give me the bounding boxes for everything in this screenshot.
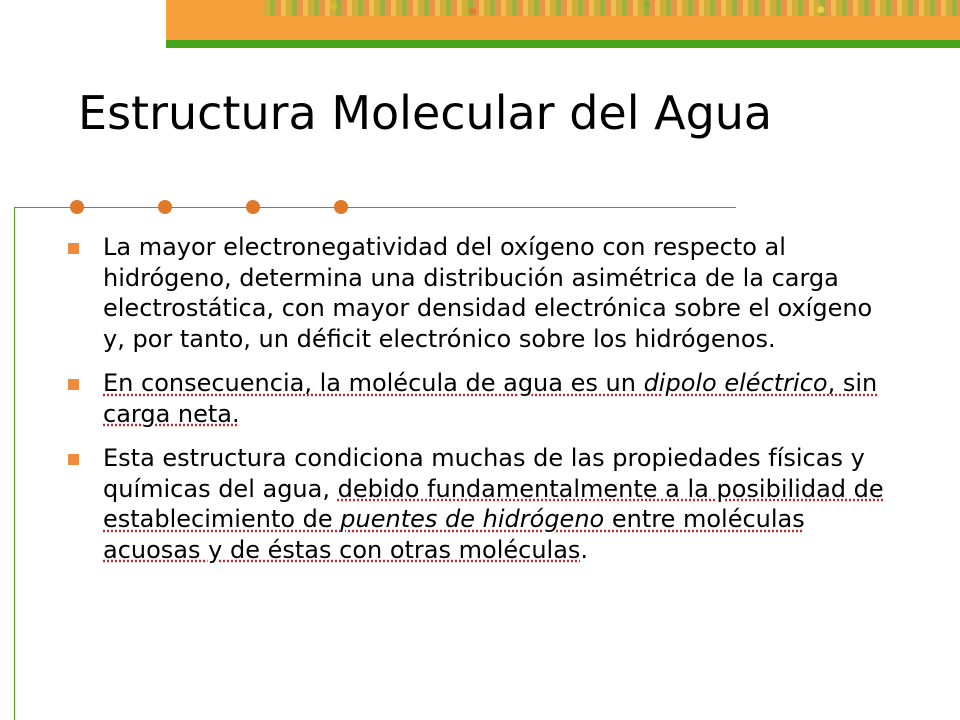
bullet-text-underlined [103,369,877,428]
decorative-banner-pattern [264,0,960,16]
decorative-dot [246,200,260,214]
bullet-text-part: En consecuencia, la molécula de agua es un [103,369,644,397]
square-bullet-icon [68,379,79,390]
slide-title: Estructura Molecular del Agua [78,86,773,140]
decorative-dot [70,200,84,214]
bullet-text-part: Esta estructura condiciona muchas de las propiedades físicas y químicas del agua, [103,444,865,503]
bullet-item [68,368,888,429]
bullet-text-part: . [580,535,589,564]
bullet-text-italic: puentes de hidrógeno [340,505,605,533]
decorative-vertical-rule [14,207,15,720]
decorative-green-band [166,40,960,48]
bullet-item [68,232,888,354]
bullet-text-part: , sin carga neta. [103,369,878,428]
square-bullet-icon [68,454,79,465]
bullet-text-part: debido fundamentalmente a la posibilidad de establecimiento de [103,474,884,533]
bullet-text-part: entre moléculas acuosas y de éstas con otras moléculas [103,505,805,564]
bullet-item [68,443,888,565]
square-bullet-icon [68,243,79,254]
bullet-text-italic: dipolo eléctrico [643,369,828,397]
decorative-dot [334,200,348,214]
decorative-dot [158,200,172,214]
bullet-text: La mayor electronegatividad del oxígeno con respecto al hidrógeno, determina una distribución asimétrica de la carga electrostática, con mayor densidad electrónica sobre el oxígeno y, por tanto, un déficit electrónico sobre los hidrógenos. [103,233,873,353]
bullet-list [68,232,888,579]
decorative-horizontal-rule [14,207,736,208]
